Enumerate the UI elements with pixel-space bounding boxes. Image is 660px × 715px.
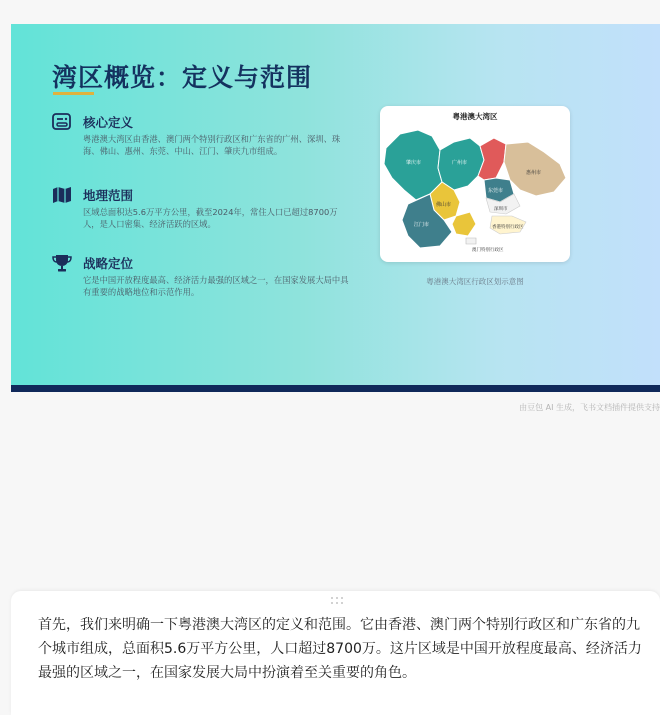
map-label-guangzhou: 广州市 xyxy=(452,160,468,166)
map-label-jiangmen: 江门市 xyxy=(414,222,430,228)
id-card-icon xyxy=(51,112,73,132)
map-label-huizhou: 惠州市 xyxy=(526,170,542,176)
slide-canvas xyxy=(11,24,660,392)
section-heading: 地理范围 xyxy=(83,188,134,203)
map-label-shenzhen: 深圳市 xyxy=(494,207,508,212)
map-label-macau: 澳门特别行政区 xyxy=(472,248,504,253)
section-heading: 核心定义 xyxy=(83,115,134,130)
section-body: 它是中国开放程度最高、经济活力最强的区域之一，在国家发展大局中具有重要的战略地位和示范作用。 xyxy=(83,275,349,297)
map-region-huizhou xyxy=(504,142,566,196)
ai-watermark: 由豆包 AI 生成，飞书文档插件提供支持 xyxy=(519,403,660,412)
map-title: 粤港澳大湾区 xyxy=(452,112,498,121)
greater-bay-area-map xyxy=(380,120,570,262)
section-body: 区域总面积达5.6万平方公里，截至2024年，常住人口已超过8700万人，是人口密集、经济活跃的区域。 xyxy=(83,207,338,229)
map-region-macau xyxy=(466,238,476,244)
title-underline xyxy=(53,92,94,95)
map-label-hongkong: 香港特别行政区 xyxy=(492,225,524,230)
slide-title: 湾区概览：定义与范围 xyxy=(52,63,313,92)
section-heading: 战略定位 xyxy=(83,256,134,271)
map-label-foshan: 佛山市 xyxy=(436,202,452,208)
map-caption: 粤港澳大湾区行政区划示意图 xyxy=(426,277,524,286)
slide-bottom-bar xyxy=(11,385,660,392)
map-label-dongguan: 东莞市 xyxy=(488,188,504,194)
map-card[interactable] xyxy=(380,106,570,262)
section-body: 粤港澳大湾区由香港、澳门两个特别行政区和广东省的广州、深圳、珠海、佛山、惠州、东莞、中山、江门、肇庆九市组成。 xyxy=(83,134,341,156)
speaker-notes-panel[interactable] xyxy=(11,591,660,715)
map-label-zhaoqing: 肇庆市 xyxy=(406,160,422,166)
trophy-icon xyxy=(51,253,73,273)
speaker-notes-text[interactable]: 首先，我们来明确一下粤港澳大湾区的定义和范围。它由香港、澳门两个特别行政区和广东省的九个城市组成，总面积5.6万平方公里，人口超过8700万。这片区域是中国开放程度最高、经济活力最强的区域之一，在国家发展大局中扮演着至关重要的角色。 xyxy=(38,617,642,681)
map-icon xyxy=(51,185,73,205)
drag-handle-icon[interactable] xyxy=(331,597,345,605)
